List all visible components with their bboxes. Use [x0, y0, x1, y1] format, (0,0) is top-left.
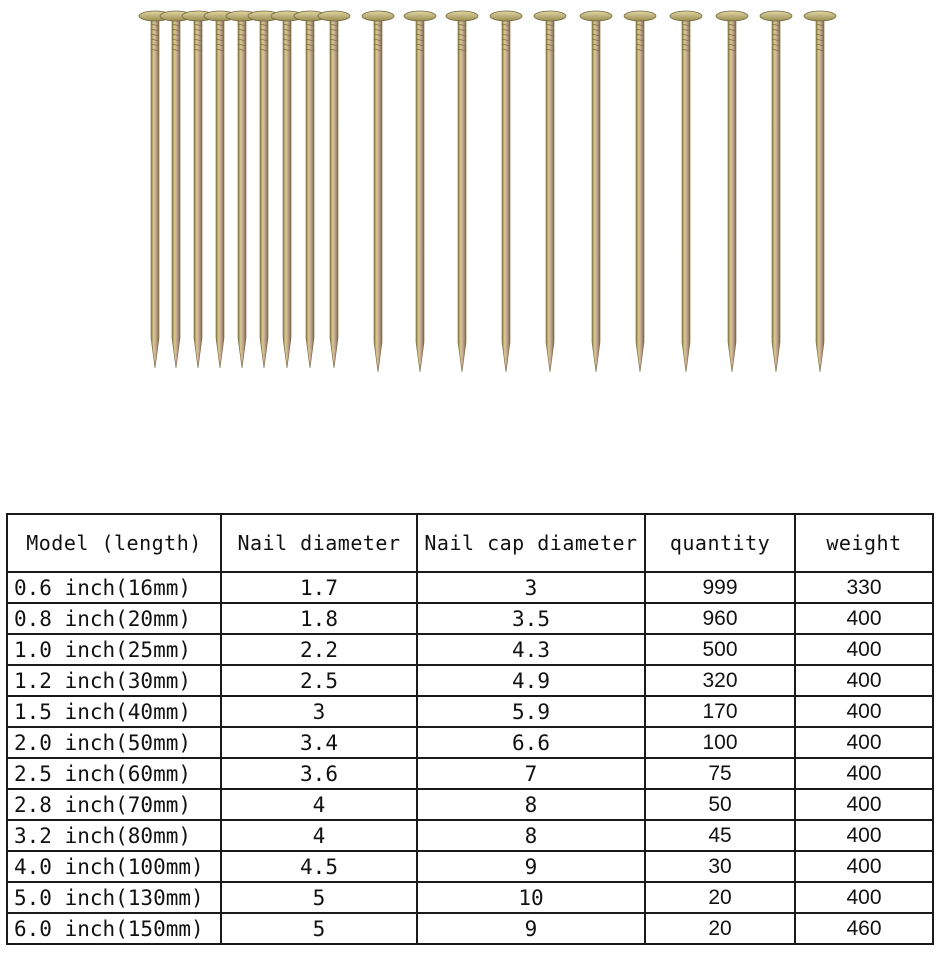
nail-cap-diameter-cell: 4.9	[417, 665, 645, 696]
nail-icon	[182, 11, 214, 368]
nail-diameter-cell: 3	[221, 696, 417, 727]
nail-icon	[204, 11, 236, 368]
nail-diameter-cell: 1.8	[221, 603, 417, 634]
model-length-cell: 3.2 inch(80mm)	[7, 820, 221, 851]
table-row	[7, 851, 933, 882]
header-nail-diameter: Nail diameter	[221, 514, 417, 572]
table-row	[7, 696, 933, 727]
nail-diameter-cell: 4	[221, 820, 417, 851]
nail-diameter-cell: 4.5	[221, 851, 417, 882]
header-model-length: Model (length)	[7, 514, 221, 572]
nail-cap-diameter-cell: 8	[417, 789, 645, 820]
model-length-cell: 2.8 inch(70mm)	[7, 789, 221, 820]
weight-cell: 330	[795, 572, 933, 603]
nail-diameter-cell: 3.6	[221, 758, 417, 789]
table-row	[7, 913, 933, 944]
quantity-cell: 30	[645, 851, 795, 882]
nail-icon	[490, 11, 522, 372]
nail-diameter-cell: 4	[221, 789, 417, 820]
nail-icon	[139, 11, 171, 368]
table-row	[7, 665, 933, 696]
model-length-cell: 1.2 inch(30mm)	[7, 665, 221, 696]
weight-cell: 400	[795, 727, 933, 758]
nail-cap-diameter-cell: 9	[417, 913, 645, 944]
nail-diameter-cell: 5	[221, 882, 417, 913]
quantity-cell: 20	[645, 913, 795, 944]
nails-photo	[0, 0, 936, 400]
nail-cap-diameter-cell: 10	[417, 882, 645, 913]
quantity-cell: 999	[645, 572, 795, 603]
nail-icon	[580, 11, 612, 372]
nail-cap-diameter-cell: 9	[417, 851, 645, 882]
nail-cap-diameter-cell: 4.3	[417, 634, 645, 665]
table-row	[7, 789, 933, 820]
table-row	[7, 727, 933, 758]
model-length-cell: 1.5 inch(40mm)	[7, 696, 221, 727]
nail-cap-diameter-cell: 7	[417, 758, 645, 789]
model-length-cell: 4.0 inch(100mm)	[7, 851, 221, 882]
nail-cap-diameter-cell: 6.6	[417, 727, 645, 758]
nail-diameter-cell: 3.4	[221, 727, 417, 758]
weight-cell: 400	[795, 851, 933, 882]
weight-cell: 400	[795, 789, 933, 820]
weight-cell: 400	[795, 696, 933, 727]
nail-icon	[446, 11, 478, 372]
quantity-cell: 500	[645, 634, 795, 665]
weight-cell: 460	[795, 913, 933, 944]
header-quantity: quantity	[645, 514, 795, 572]
model-length-cell: 0.8 inch(20mm)	[7, 603, 221, 634]
quantity-cell: 320	[645, 665, 795, 696]
table-row	[7, 820, 933, 851]
table-header-row	[7, 514, 933, 572]
nail-cap-diameter-cell: 3	[417, 572, 645, 603]
nail-diameter-cell: 2.5	[221, 665, 417, 696]
model-length-cell: 5.0 inch(130mm)	[7, 882, 221, 913]
weight-cell: 400	[795, 603, 933, 634]
model-length-cell: 6.0 inch(150mm)	[7, 913, 221, 944]
header-weight: weight	[795, 514, 933, 572]
nail-diameter-cell: 1.7	[221, 572, 417, 603]
nail-icon	[294, 11, 326, 368]
nail-icon	[534, 11, 566, 372]
nail-icon	[362, 11, 394, 372]
model-length-cell: 2.5 inch(60mm)	[7, 758, 221, 789]
nail-icon	[624, 11, 656, 372]
table-row	[7, 572, 933, 603]
quantity-cell: 45	[645, 820, 795, 851]
nail-icon	[160, 11, 192, 368]
weight-cell: 400	[795, 634, 933, 665]
table-row	[7, 758, 933, 789]
table-row	[7, 634, 933, 665]
nail-cap-diameter-cell: 8	[417, 820, 645, 851]
nail-diameter-cell: 5	[221, 913, 417, 944]
nail-icon	[760, 11, 792, 372]
quantity-cell: 100	[645, 727, 795, 758]
nail-icon	[226, 11, 258, 368]
specification-table	[6, 513, 934, 945]
nail-cap-diameter-cell: 5.9	[417, 696, 645, 727]
table-row	[7, 603, 933, 634]
weight-cell: 400	[795, 665, 933, 696]
nail-icon	[271, 11, 303, 368]
weight-cell: 400	[795, 882, 933, 913]
nail-cap-diameter-cell: 3.5	[417, 603, 645, 634]
nail-icon	[670, 11, 702, 372]
quantity-cell: 960	[645, 603, 795, 634]
weight-cell: 400	[795, 820, 933, 851]
header-nail-cap-diameter: Nail cap diameter	[417, 514, 645, 572]
quantity-cell: 170	[645, 696, 795, 727]
nail-icon	[804, 11, 836, 372]
weight-cell: 400	[795, 758, 933, 789]
nail-icon	[404, 11, 436, 372]
nail-icon	[248, 11, 280, 368]
nail-icon	[318, 11, 350, 368]
quantity-cell: 50	[645, 789, 795, 820]
model-length-cell: 2.0 inch(50mm)	[7, 727, 221, 758]
quantity-cell: 20	[645, 882, 795, 913]
model-length-cell: 1.0 inch(25mm)	[7, 634, 221, 665]
quantity-cell: 75	[645, 758, 795, 789]
nail-icon	[716, 11, 748, 372]
nail-diameter-cell: 2.2	[221, 634, 417, 665]
model-length-cell: 0.6 inch(16mm)	[7, 572, 221, 603]
table-row	[7, 882, 933, 913]
